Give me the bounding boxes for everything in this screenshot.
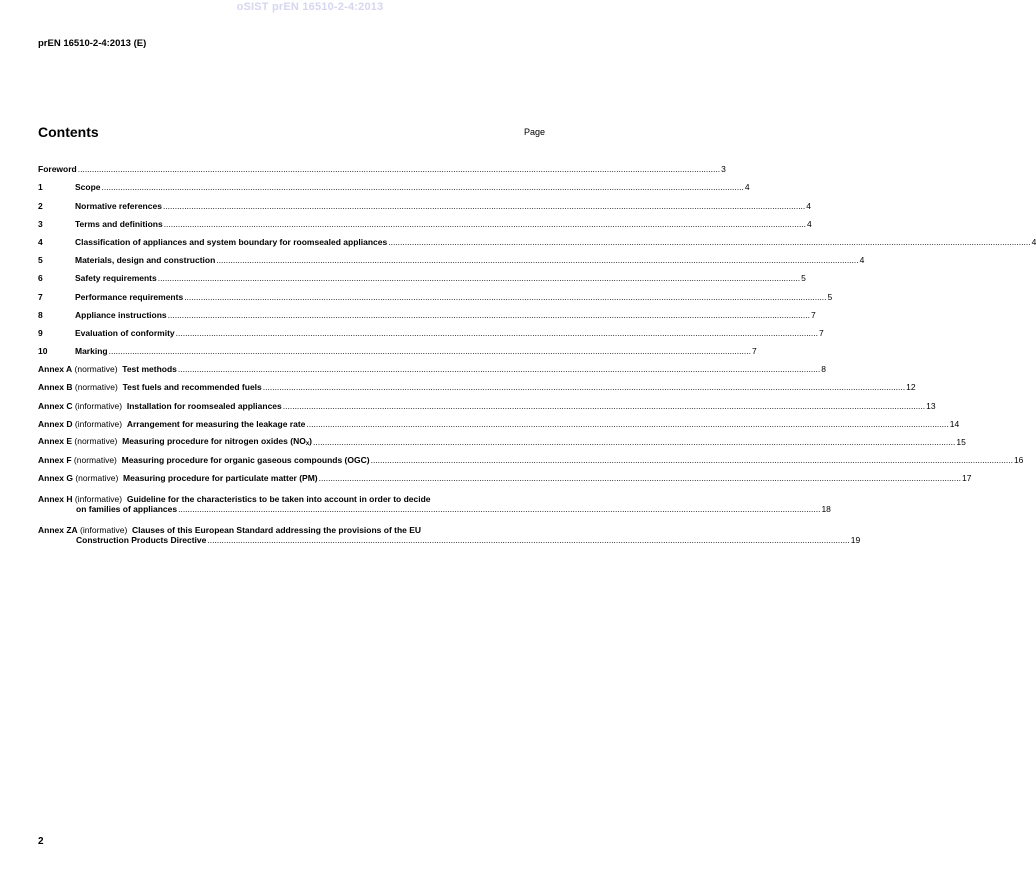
- toc-annex-heading: [38, 525, 860, 535]
- toc-leader: [78, 164, 720, 174]
- toc-leader: [168, 310, 810, 320]
- toc-annex-heading: [38, 436, 312, 447]
- annex-label: Annex F: [38, 455, 72, 466]
- toc-leader: [178, 364, 820, 374]
- toc-annex-b[interactable]: [38, 374, 916, 393]
- toc-leader: [158, 273, 800, 283]
- annex-label: Annex B: [38, 382, 73, 393]
- toc-title-continued: [38, 535, 860, 545]
- annex-type: (normative): [74, 364, 118, 375]
- toc-annex-za[interactable]: [38, 514, 861, 546]
- toc-page: 4: [859, 255, 865, 266]
- annex-label: Annex D: [38, 418, 73, 429]
- toc-title: Normative references: [75, 200, 162, 211]
- annex-type: (informative): [74, 400, 123, 411]
- toc-annex-body: [38, 494, 831, 514]
- toc-title: Marking: [75, 346, 108, 357]
- toc-annex-h[interactable]: [38, 483, 831, 515]
- toc-page: 7: [810, 309, 816, 320]
- toc-annex-c[interactable]: [38, 392, 936, 411]
- toc-leader: [163, 201, 805, 211]
- toc-title-continued: [38, 504, 831, 514]
- toc-title-end: ): [309, 436, 313, 446]
- toc-annex-g[interactable]: [38, 465, 972, 484]
- toc-number: 4: [38, 236, 43, 247]
- toc-clause-1[interactable]: [38, 174, 750, 193]
- toc-annex-d[interactable]: [38, 411, 960, 429]
- toc-title: Arrangement for measuring the leakage rate: [126, 418, 306, 429]
- toc-leader: [102, 182, 744, 192]
- toc-title-subscript: x: [305, 441, 310, 447]
- toc-title: [122, 436, 312, 446]
- toc-leader: [319, 473, 961, 483]
- toc-title: Measuring procedure for particulate matter (PM): [123, 473, 318, 484]
- toc-page: 5: [801, 273, 806, 284]
- toc-annex-heading: [38, 473, 318, 483]
- annex-label: Annex H: [38, 494, 73, 505]
- toc-clause-2[interactable]: [38, 192, 812, 211]
- toc-title-line2: on families of appliances: [76, 504, 178, 515]
- toc-page: 7: [819, 327, 824, 338]
- toc-leader: [178, 504, 820, 514]
- toc-title-line2: Construction Products Directive: [76, 535, 207, 546]
- toc-page: 4: [744, 182, 750, 193]
- annex-label: Annex E: [38, 436, 73, 446]
- toc-page: 13: [926, 400, 936, 411]
- page-number: 2: [38, 836, 44, 847]
- toc-page: 4: [806, 200, 812, 211]
- toc-clause-6[interactable]: [38, 265, 806, 284]
- toc-annex-e[interactable]: [38, 429, 966, 447]
- toc-clause-5[interactable]: [38, 247, 865, 266]
- toc-title-text: Measuring procedure for nitrogen oxides (NO: [122, 436, 306, 446]
- toc-page: 5: [827, 291, 833, 302]
- toc-title: Terms and definitions: [75, 218, 163, 229]
- annex-label: Annex A: [38, 364, 73, 375]
- toc-page: 17: [962, 473, 972, 484]
- toc-leader: [184, 292, 826, 302]
- toc-leader: [164, 219, 806, 229]
- toc-page: 8: [821, 364, 826, 375]
- annex-type: (normative): [74, 436, 118, 446]
- toc-leader: [306, 419, 948, 429]
- toc-annex-heading: [38, 401, 282, 411]
- toc-leader: [109, 346, 751, 356]
- toc-annex-heading: [38, 455, 370, 465]
- toc-title: Safety requirements: [75, 273, 157, 284]
- toc-annex-f[interactable]: [38, 447, 1024, 466]
- toc-leader: [313, 437, 955, 447]
- watermark: oSIST prEN 16510-2-4:2013: [236, 1, 384, 13]
- toc-number: 10: [38, 346, 48, 357]
- toc-leader: [176, 328, 818, 338]
- annex-type: (normative): [74, 382, 118, 393]
- toc-annex-heading: [38, 382, 262, 392]
- toc-page: 12: [906, 382, 916, 393]
- annex-type: (informative): [74, 418, 123, 429]
- toc-clause-3[interactable]: [38, 211, 812, 229]
- toc-page: 7: [751, 346, 757, 357]
- toc-leader: [216, 255, 858, 265]
- toc-page: 18: [821, 504, 831, 515]
- toc-annex-heading: [38, 419, 305, 429]
- toc-number: 7: [38, 291, 43, 302]
- toc-leader: [263, 382, 905, 392]
- annex-type: (normative): [73, 455, 117, 466]
- toc-page: 16: [1013, 455, 1024, 466]
- annex-label: Annex G: [38, 473, 73, 484]
- toc-title: Guideline for the characteristics to be taken into account in order to decide: [126, 494, 431, 505]
- toc-clause-4[interactable]: [38, 229, 1036, 247]
- toc-clause-10[interactable]: [38, 338, 757, 357]
- toc-title: Test methods: [122, 364, 177, 375]
- toc-leader: [283, 401, 925, 411]
- toc-number: 8: [38, 309, 43, 320]
- toc-number: 5: [38, 255, 43, 266]
- toc-leader: [388, 237, 1030, 247]
- toc-page: 4: [1031, 236, 1036, 247]
- toc-title: Test fuels and recommended fuels: [122, 382, 262, 393]
- toc-title: Foreword: [38, 164, 77, 175]
- toc-page: 3: [721, 164, 726, 175]
- annex-label: Annex ZA: [38, 525, 78, 536]
- toc-title: Performance requirements: [75, 291, 184, 302]
- toc-number: 9: [38, 327, 43, 338]
- toc-annex-heading: [38, 494, 831, 504]
- toc-title: Installation for roomsealed appliances: [126, 400, 282, 411]
- page-column-label: Page: [523, 127, 545, 137]
- document-id: prEN 16510-2-4:2013 (E): [38, 38, 147, 49]
- toc-title: Appliance instructions: [75, 309, 167, 320]
- contents-heading: Contents: [38, 124, 99, 140]
- toc-title: Scope: [75, 182, 101, 193]
- annex-type: (informative): [74, 494, 123, 505]
- toc-page: 4: [807, 218, 812, 229]
- annex-type: (normative): [75, 473, 119, 484]
- table-of-contents: [38, 156, 1036, 546]
- toc-title: Evaluation of conformity: [75, 327, 175, 338]
- toc-clause-8[interactable]: [38, 302, 816, 320]
- toc-annex-body: [38, 525, 860, 545]
- toc-leader: [207, 535, 849, 545]
- toc-page: 15: [956, 437, 966, 447]
- toc-page: 14: [949, 418, 960, 429]
- annex-type: (informative): [80, 525, 128, 536]
- toc-clause-7[interactable]: [38, 283, 833, 302]
- toc-annex-heading: [38, 364, 177, 374]
- annex-label: Annex C: [38, 400, 73, 411]
- toc-title: Measuring procedure for organic gaseous compounds (OGC): [121, 455, 370, 466]
- toc-title: Classification of appliances and system boundary for roomsealed appliances: [75, 236, 388, 247]
- toc-number: 6: [38, 273, 43, 284]
- toc-title: Materials, design and construction: [75, 255, 216, 266]
- toc-leader: [371, 455, 1013, 465]
- toc-page: 19: [850, 535, 861, 546]
- toc-annex-a[interactable]: [38, 356, 826, 375]
- toc-number: 3: [38, 218, 43, 229]
- toc-clause-9[interactable]: [38, 320, 824, 338]
- toc-number: 1: [38, 182, 43, 193]
- toc-foreword[interactable]: [38, 156, 726, 175]
- toc-title: Clauses of this European Standard addressing the provisions of the EU: [132, 525, 422, 536]
- toc-number: 2: [38, 200, 43, 211]
